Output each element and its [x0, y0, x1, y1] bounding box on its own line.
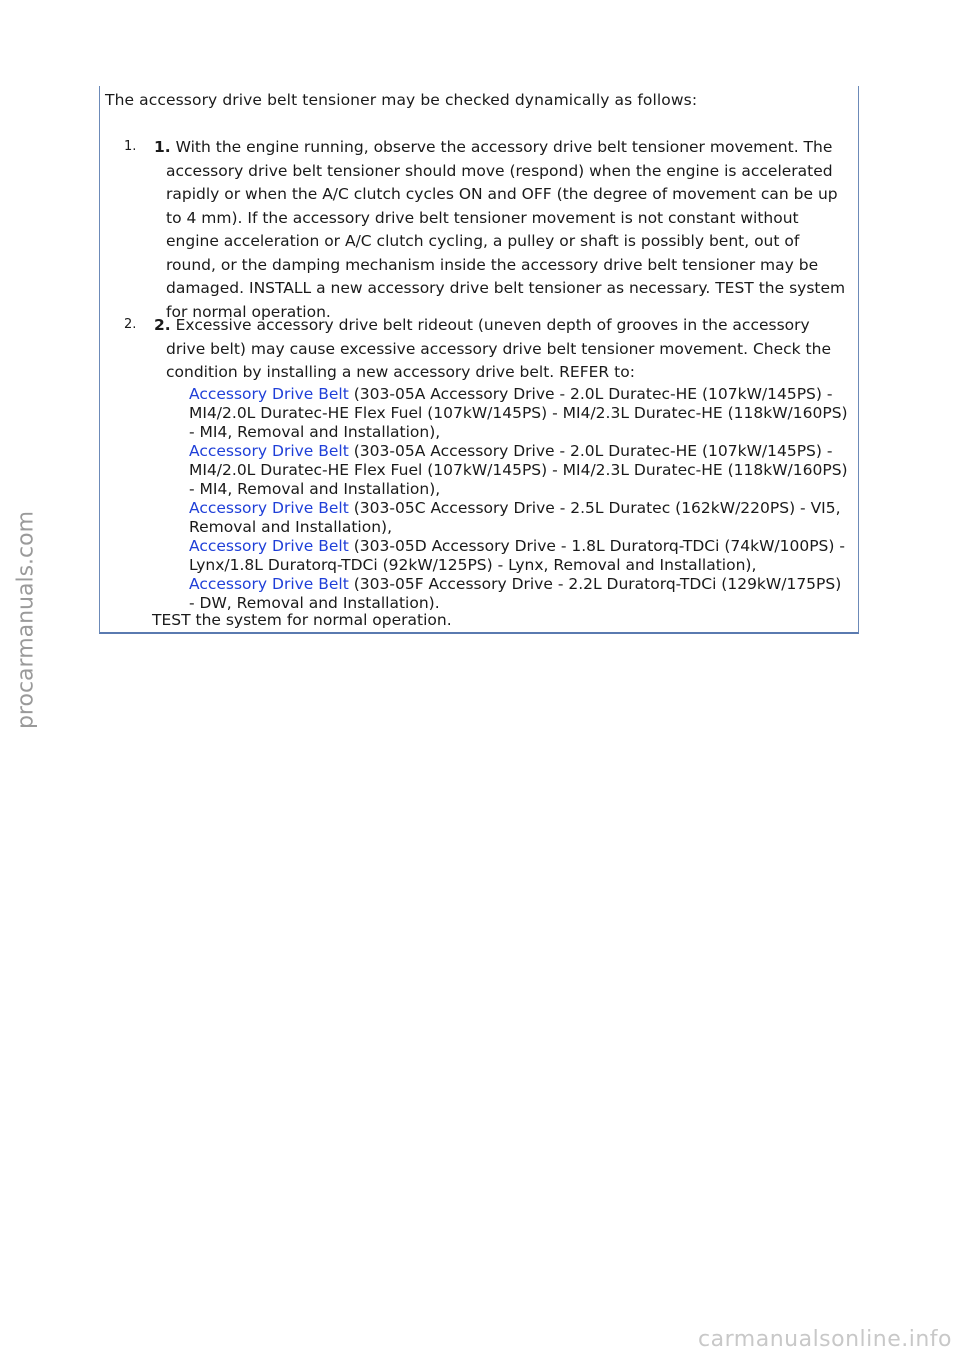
step-lead-number: 2.: [154, 316, 171, 334]
step-marker: 1.: [124, 139, 137, 154]
reference-text: (303-05A Accessory Drive - 2.0L Duratec-HE (107kW/145PS) - MI4/2.0L Duratec-HE Flex Fuel (107kW/145PS) - MI4/2.3L Duratec-HE (118kW/160PS) - MI4, Removal and Installation),: [189, 442, 848, 498]
reference-text: (303-05F Accessory Drive - 2.2L Duratorq-TDCi (129kW/175PS) - DW, Removal and Installation).: [189, 575, 842, 612]
step-text: Excessive accessory drive belt rideout (uneven depth of grooves in the accessory drive belt) may cause excessive accessory drive belt tensioner movement. Check the condition by installing a new accessory drive belt. REFER to:: [166, 316, 831, 381]
reference-text: (303-05A Accessory Drive - 2.0L Duratec-HE (107kW/145PS) - MI4/2.0L Duratec-HE Flex Fuel (107kW/145PS) - MI4/2.3L Duratec-HE (118kW/160PS) - MI4, Removal and Installation),: [189, 385, 848, 441]
reference-link[interactable]: Accessory Drive Belt: [189, 499, 349, 517]
reference-link[interactable]: Accessory Drive Belt: [189, 537, 349, 555]
final-instruction: TEST the system for normal operation.: [152, 611, 452, 629]
procedure-panel: [99, 86, 859, 634]
reference-item: [189, 499, 850, 537]
reference-text: (303-05D Accessory Drive - 1.8L Duratorq-TDCi (74kW/100PS) - Lynx/1.8L Duratorq-TDCi (92kW/125PS) - Lynx, Removal and Installation),: [189, 537, 845, 574]
reference-item: [189, 537, 850, 575]
reference-item: [189, 442, 850, 499]
step-marker: 2.: [124, 317, 137, 332]
step-body: [154, 136, 850, 324]
step-lead-number: 1.: [154, 138, 171, 156]
side-watermark-text: procarmanuals.com: [13, 510, 39, 730]
side-watermark: [6, 460, 46, 780]
reference-link[interactable]: Accessory Drive Belt: [189, 575, 349, 593]
reference-item: [189, 385, 850, 442]
step-body: [154, 314, 850, 385]
intro-text: The accessory drive belt tensioner may be checked dynamically as follows:: [105, 91, 698, 109]
bottom-watermark: carmanualsonline.info: [698, 1327, 952, 1352]
reference-item: [189, 575, 850, 613]
reference-text: (303-05C Accessory Drive - 2.5L Duratec (162kW/220PS) - VI5, Removal and Installation),: [189, 499, 841, 536]
reference-list: [189, 385, 850, 613]
reference-link[interactable]: Accessory Drive Belt: [189, 385, 349, 403]
reference-link[interactable]: Accessory Drive Belt: [189, 442, 349, 460]
step-text: With the engine running, observe the accessory drive belt tensioner movement. The accessory drive belt tensioner should move (respond) when the engine is accelerated rapidly or when the A/C clutch cycles ON and OFF (the degree of movement can be up to 4 mm). If the accessory drive belt tensioner movement is not constant without engine acceleration or A/C clutch cycling, a pulley or shaft is possibly bent, out of round, or the damping mechanism inside the accessory drive belt tensioner may be damaged. INSTALL a new accessory drive belt tensioner as necessary. TEST the system for normal operation.: [166, 138, 846, 321]
